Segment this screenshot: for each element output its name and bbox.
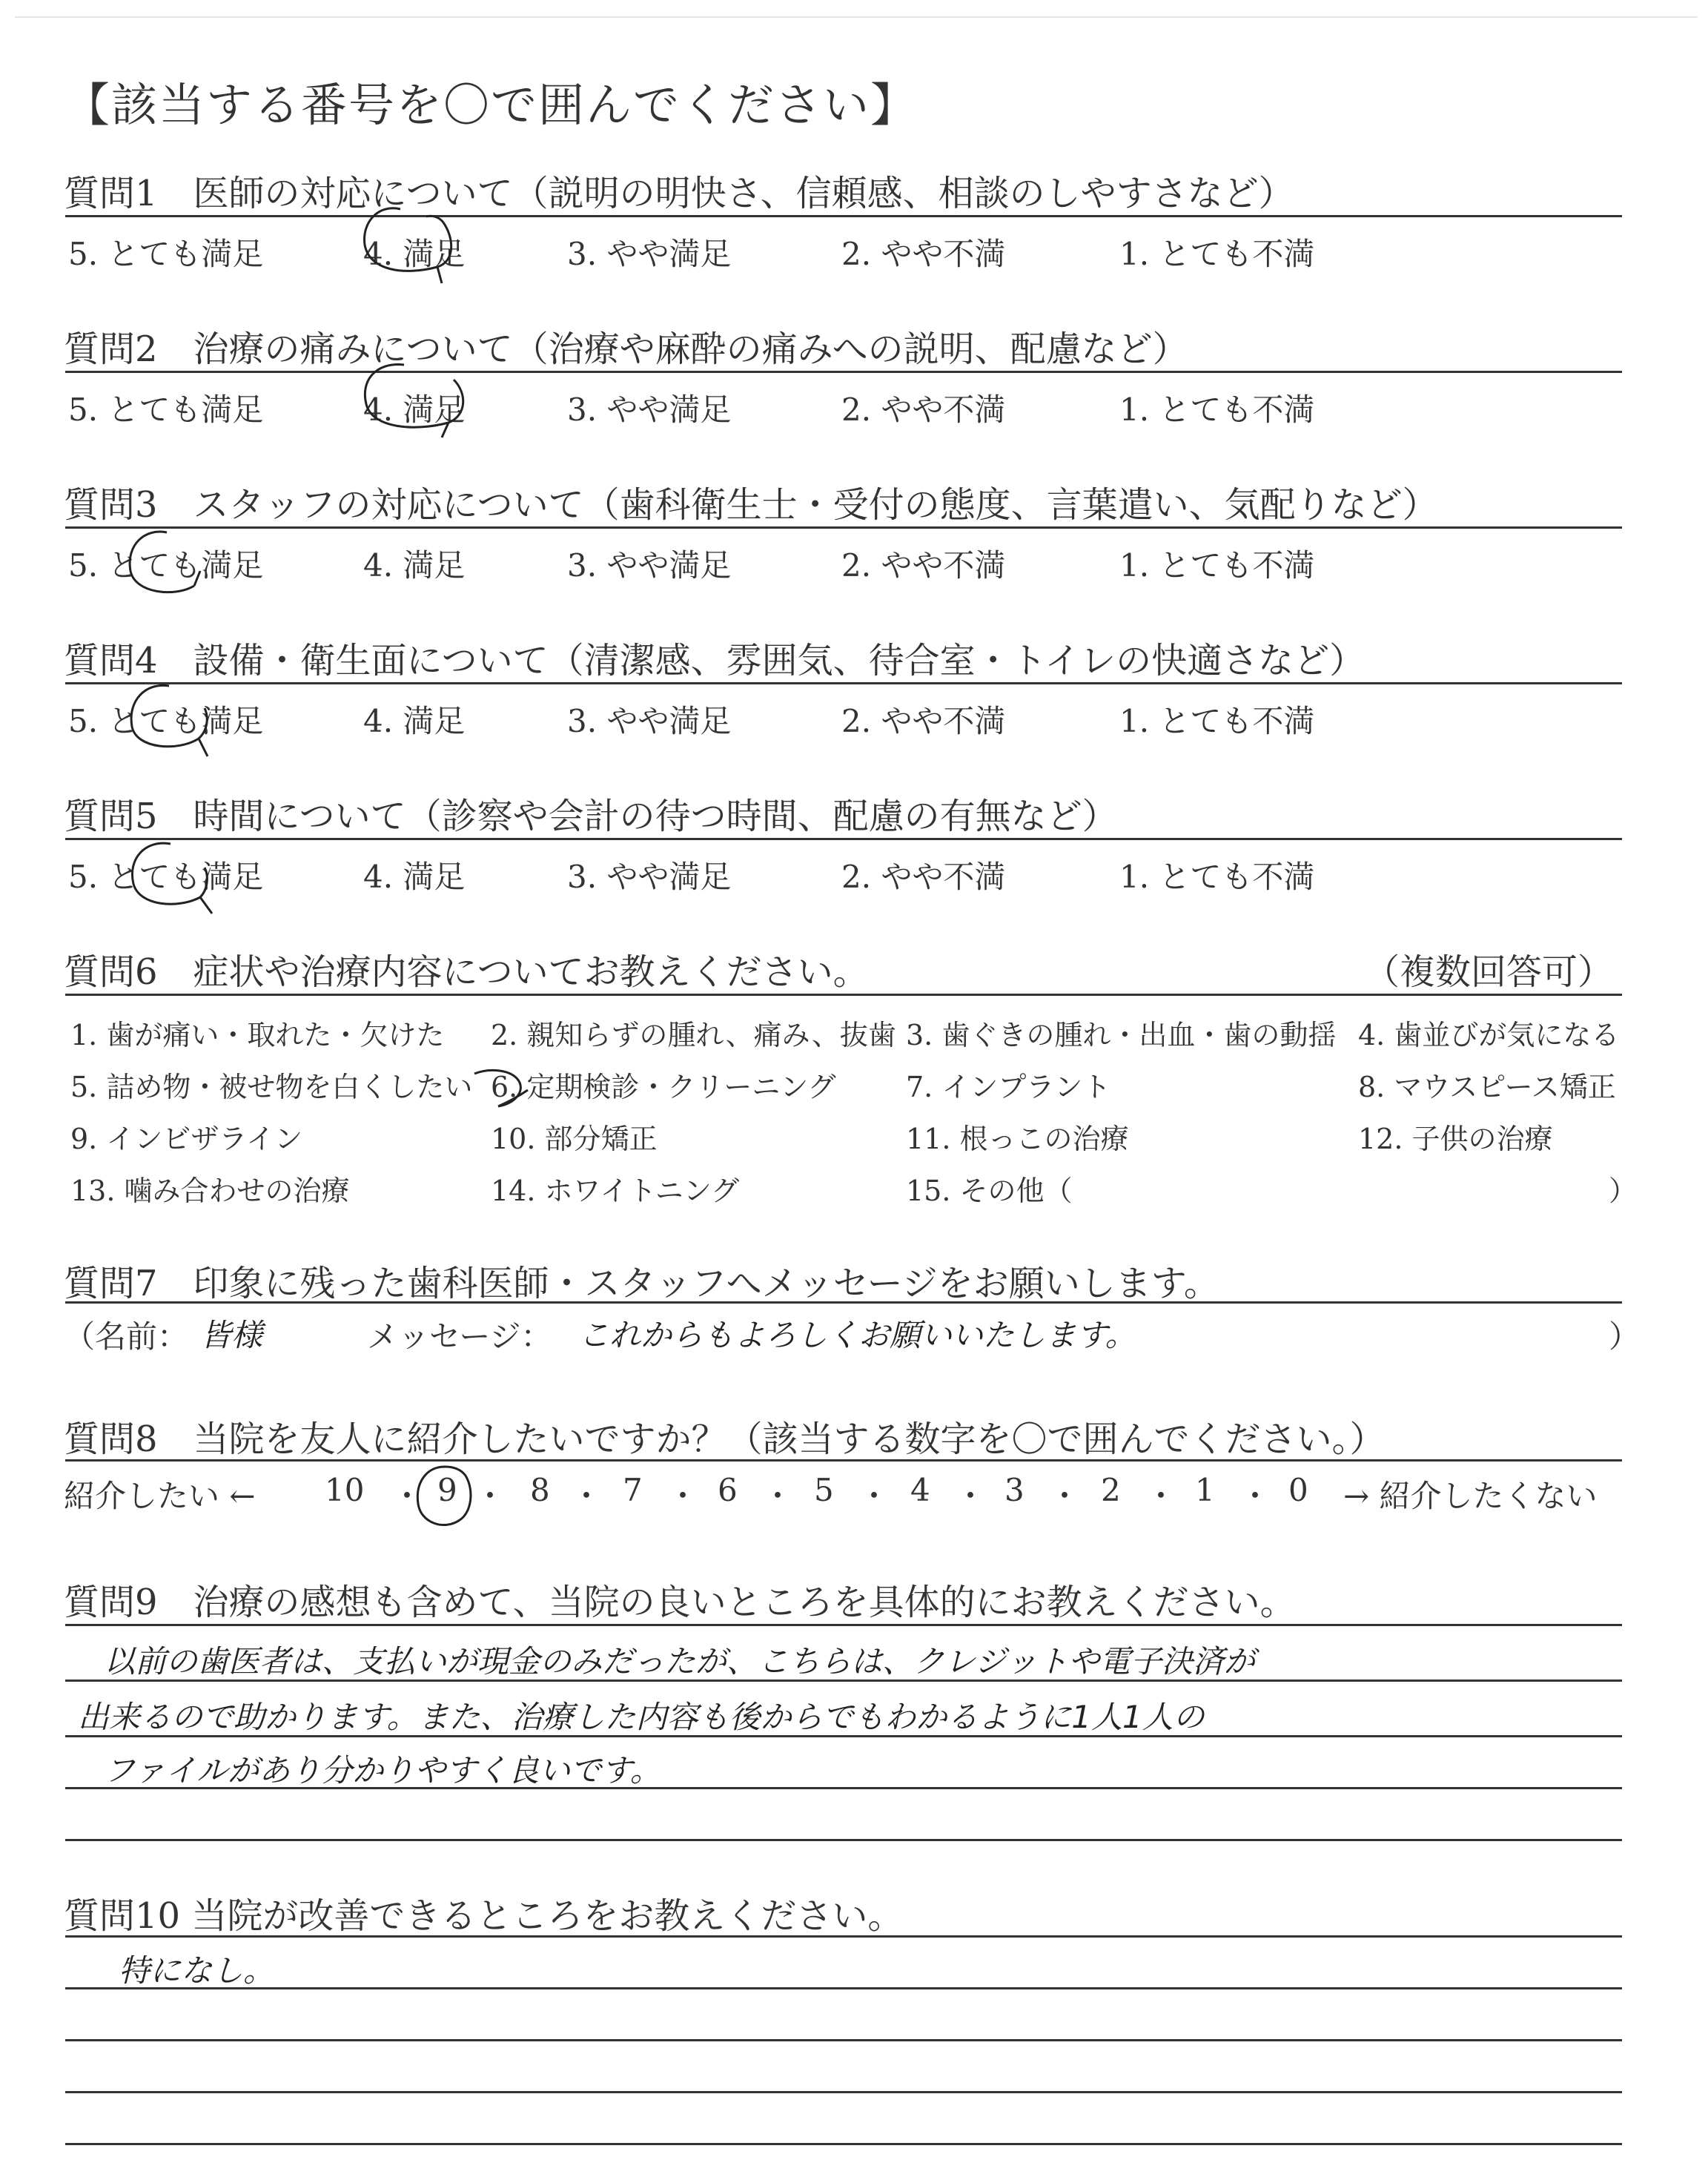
q4-option-3[interactable]: 3. やや満足 — [567, 703, 732, 739]
question-3-title: 質問3 スタッフの対応について（歯科衛生士・受付の態度、言葉遣い、気配りなど） — [64, 484, 1438, 526]
q8-dot: ・ — [474, 1478, 506, 1514]
q8-scale-7[interactable]: 7 — [623, 1472, 643, 1508]
q6-option-4[interactable]: 4. 歯並びが気になる — [1358, 1019, 1620, 1051]
q2-selection-circle — [363, 365, 466, 437]
q3-option-5[interactable]: 5. とても満足 — [68, 547, 264, 584]
question-10-title: 質問10 当院が改善できるところをお教えください。 — [64, 1895, 904, 1937]
q8-left-label: 紹介したい ← — [64, 1478, 256, 1514]
q6-option-14[interactable]: 14. ホワイトニング — [491, 1175, 740, 1207]
q1-option-4[interactable]: 4. 満足 — [363, 236, 466, 272]
q3-option-2[interactable]: 2. やや不満 — [841, 547, 1006, 584]
q4-option-1[interactable]: 1. とても不満 — [1119, 703, 1315, 739]
q1-option-1[interactable]: 1. とても不満 — [1119, 236, 1315, 272]
q6-option-12[interactable]: 12. 子供の治療 — [1358, 1123, 1553, 1155]
q8-dot: ・ — [1049, 1478, 1081, 1514]
q8-scale-5[interactable]: 5 — [814, 1472, 834, 1508]
q2-option-4[interactable]: 4. 満足 — [363, 392, 466, 428]
q8-scale-9[interactable]: 9 — [437, 1472, 457, 1508]
question-4-title: 質問4 設備・衛生面について（清潔感、雰囲気、待合室・トイレの快適さなど） — [64, 640, 1366, 681]
q3-option-1[interactable]: 1. とても不満 — [1119, 547, 1315, 584]
q6-option-7[interactable]: 7. インプラント — [906, 1071, 1111, 1103]
q7-message-label: メッセージ： — [367, 1318, 552, 1355]
q8-dot: ・ — [1239, 1478, 1271, 1514]
q8-scale-3[interactable]: 3 — [1004, 1472, 1025, 1508]
q3-option-4[interactable]: 4. 満足 — [363, 547, 466, 584]
q6-selection-circle — [474, 1070, 528, 1106]
q8-scale-10[interactable]: 10 — [325, 1472, 365, 1508]
question-8-title: 質問8 当院を友人に紹介したいですか？（該当する数字を〇で囲んでください。） — [64, 1418, 1386, 1460]
q8-dot: ・ — [955, 1478, 987, 1514]
q4-option-4[interactable]: 4. 満足 — [363, 703, 466, 739]
q9-answer-line-3[interactable]: ファイルがあり分かりやすく良いです。 — [104, 1752, 661, 1789]
question-7-title: 質問7 印象に残った歯科医師・スタッフへメッセージをお願いします。 — [64, 1263, 1219, 1304]
q1-selection-circle — [365, 208, 451, 283]
q5-option-5[interactable]: 5. とても満足 — [68, 859, 264, 895]
q6-option-3[interactable]: 3. 歯ぐきの腫れ・出血・歯の動揺 — [906, 1019, 1337, 1051]
q8-scale-0[interactable]: 0 — [1288, 1472, 1308, 1508]
q6-option-9[interactable]: 9. インビザライン — [70, 1123, 303, 1155]
question-1-title: 質問1 医師の対応について（説明の明快さ、信頼感、相談のしやすさなど） — [64, 173, 1294, 214]
q8-dot: ・ — [667, 1478, 699, 1514]
q8-scale-2[interactable]: 2 — [1101, 1472, 1121, 1508]
q1-option-5[interactable]: 5. とても満足 — [68, 236, 264, 272]
q10-answer-line-1[interactable]: 特になし。 — [119, 1952, 275, 1989]
q6-option-1[interactable]: 1. 歯が痛い・取れた・欠けた — [70, 1019, 445, 1051]
q9-answer-line-2[interactable]: 出来るので助かります。また、治療した内容も後からでもわかるように1人1人の — [78, 1699, 1205, 1735]
q8-dot: ・ — [858, 1478, 890, 1514]
q7-message-value[interactable]: これからもよろしくお願いいたします。 — [578, 1317, 1136, 1353]
q8-scale-4[interactable]: 4 — [910, 1472, 930, 1508]
q6-option-10[interactable]: 10. 部分矯正 — [491, 1123, 658, 1155]
q3-option-3[interactable]: 3. やや満足 — [567, 547, 732, 584]
q5-option-4[interactable]: 4. 満足 — [363, 859, 466, 895]
q8-scale-1[interactable]: 1 — [1195, 1472, 1215, 1508]
q1-option-3[interactable]: 3. やや満足 — [567, 236, 732, 272]
q2-option-3[interactable]: 3. やや満足 — [567, 392, 732, 428]
q6-option-5[interactable]: 5. 詰め物・被せ物を白くしたい — [70, 1071, 473, 1103]
q8-dot: ・ — [391, 1478, 423, 1514]
q7-name-label: （名前： — [64, 1318, 189, 1355]
question-6-note: （複数回答可） — [1364, 951, 1614, 993]
q8-dot: ・ — [762, 1478, 794, 1514]
q5-option-1[interactable]: 1. とても不満 — [1119, 859, 1315, 895]
q8-dot: ・ — [1145, 1478, 1177, 1514]
q3-selection-circle — [130, 532, 200, 592]
q4-option-2[interactable]: 2. やや不満 — [841, 703, 1006, 739]
q2-option-5[interactable]: 5. とても満足 — [68, 392, 264, 428]
q8-scale-6[interactable]: 6 — [718, 1472, 738, 1508]
form-title: 【該当する番号を〇で囲んでください】 — [64, 78, 918, 132]
q6-option-6[interactable]: 6. 定期検診・クリーニング — [491, 1071, 836, 1103]
q5-option-3[interactable]: 3. やや満足 — [567, 859, 732, 895]
question-2-title: 質問2 治療の痛みについて（治療や麻酔の痛みへの説明、配慮など） — [64, 328, 1188, 370]
q6-other-close: ） — [1609, 1175, 1638, 1207]
q9-answer-line-1[interactable]: 以前の歯医者は、支払いが現金のみだったが、こちらは、クレジットや電子決済が — [104, 1643, 1255, 1680]
q6-option-15[interactable]: 15. その他（ — [906, 1175, 1073, 1207]
q6-option-13[interactable]: 13. 噛み合わせの治療 — [70, 1175, 350, 1207]
q8-selection-circle — [417, 1467, 471, 1525]
q5-option-2[interactable]: 2. やや不満 — [841, 859, 1006, 895]
question-9-title: 質問9 治療の感想も含めて、当院の良いところを具体的にお教えください。 — [64, 1582, 1296, 1623]
q6-option-11[interactable]: 11. 根っこの治療 — [906, 1123, 1129, 1155]
q7-close: ） — [1609, 1318, 1641, 1355]
q7-name-value[interactable]: 皆様 — [200, 1317, 263, 1353]
q8-scale-8[interactable]: 8 — [530, 1472, 550, 1508]
q8-dot: ・ — [571, 1478, 603, 1514]
q6-option-2[interactable]: 2. 親知らずの腫れ、痛み、抜歯 — [491, 1019, 896, 1051]
q4-option-5[interactable]: 5. とても満足 — [68, 703, 264, 739]
q8-right-label: → 紹介したくない — [1343, 1478, 1598, 1514]
q4-selection-circle — [131, 685, 208, 756]
q2-option-2[interactable]: 2. やや不満 — [841, 392, 1006, 428]
question-5-title: 質問5 時間について（診察や会計の待つ時間、配慮の有無など） — [64, 796, 1118, 837]
q2-option-1[interactable]: 1. とても不満 — [1119, 392, 1315, 428]
q1-option-2[interactable]: 2. やや不満 — [841, 236, 1006, 272]
q5-selection-circle — [132, 843, 212, 914]
question-6-title: 質問6 症状や治療内容についてお教えください。 — [64, 951, 869, 993]
q6-option-8[interactable]: 8. マウスピース矯正 — [1358, 1071, 1616, 1103]
